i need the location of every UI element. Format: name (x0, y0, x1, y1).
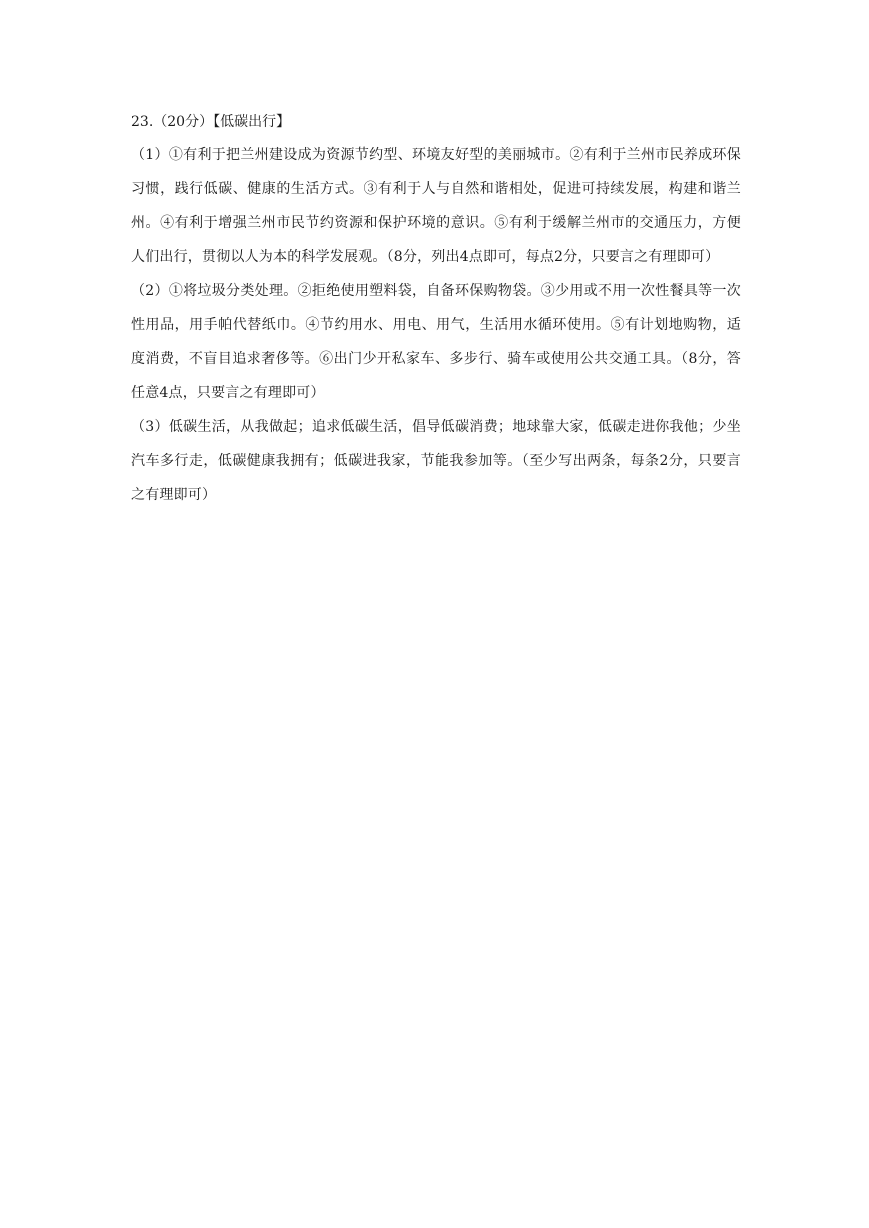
answer-part-1: （1）①有利于把兰州建设成为资源节约型、环境友好型的美丽城市。②有利于兰州市民养成环保习惯，践行低碳、健康的生活方式。③有利于人与自然和谐相处，促进可持续发展，构建和谐兰州。④有利于增强兰州市民节约资源和保护环境的意识。⑤有利于缓解兰州市的交通压力，方便人们出行，贯彻以人为本的科学发展观。（8分，列出4点即可，每点2分，只要言之有理即可） (131, 147, 741, 265)
answer-part-3: （3）低碳生活，从我做起；追求低碳生活，倡导低碳消费；地球靠大家，低碳走进你我他；少坐汽车多行走，低碳健康我拥有；低碳进我家，节能我参加等。（至少写出两条，每条2分，只要言之有理即可） (131, 419, 741, 503)
question-heading: 23.（20分）【低碳出行】 (131, 114, 291, 130)
answer-part-2: （2）①将垃圾分类处理。②拒绝使用塑料袋，自备环保购物袋。③少用或不用一次性餐具等一次性用品，用手帕代替纸巾。④节约用水、用电、用气，生活用水循环使用。⑤有计划地购物，适度消费，不盲目追求奢侈等。⑥出门少开私家车、多步行、骑车或使用公共交通工具。（8分，答任意4点，只要言之有理即可） (131, 283, 741, 401)
answer-content (131, 109, 741, 512)
